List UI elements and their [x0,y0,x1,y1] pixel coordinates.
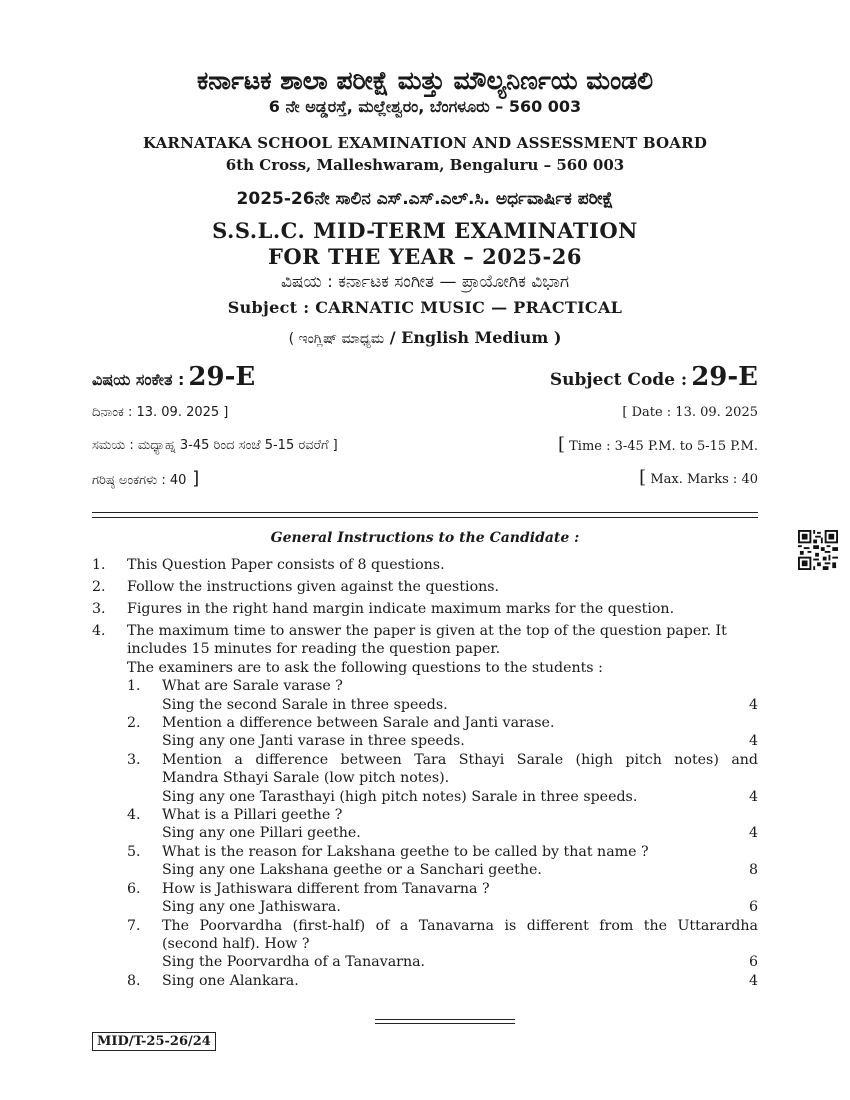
instruction-item [92,578,758,596]
question-task [162,696,758,714]
question-marks: 4 [748,972,758,989]
question-marks: 4 [748,788,758,805]
question-item [127,880,758,917]
instruction-text: Follow the instructions given against the questions. [127,579,500,595]
question-task-text: Sing the Poorvardha of a Tanavarna. [162,954,426,971]
question-marks: 4 [748,733,758,750]
max-marks-bracket: [ [639,467,647,488]
question-task [162,788,758,806]
instruction-text: Figures in the right hand margin indicate maximum marks for the question. [127,601,675,617]
question-marks: 8 [748,862,758,879]
subject-kannada: ವಿಷಯ : ಕರ್ನಾಟಕ ಸಂಗೀತ — ಪ್ರಾಯೋಗಿಕ ವಿಭಾಗ [280,272,570,292]
instructions-list [92,556,758,990]
question-marks: 6 [748,954,758,971]
end-rule-bottom [375,1023,515,1024]
question-text: Mention a difference between Sarale and Janti varase. [162,715,555,732]
time-english [558,434,758,455]
question-item [127,972,758,990]
question-number: 6. [127,880,141,897]
instruction-item [92,622,758,659]
question-task [162,861,758,879]
question-number: 1. [127,678,141,695]
question-text: What are Sarale varase ? [162,678,343,695]
question-item [127,806,758,843]
question-task-text: Sing any one Pillari geethe. [162,825,361,842]
question-item [127,714,758,751]
board-address-kannada: 6 ನೇ ಅಡ್ಡರಸ್ತೆ, ಮಲ್ಲೇಶ್ವರಂ, ಬೆಂಗಳೂರು – 560 003 [268,97,582,116]
question-item [127,917,758,972]
max-marks-english [639,467,758,488]
question-number: 4. [127,807,141,824]
question-task-text: Sing any one Tarasthayi (high pitch notes) Sarale in three speeds. [162,788,638,805]
question-task-text: Sing any one Jathiswara. [162,899,341,916]
question-task-text: Sing any one Lakshana geethe or a Sanchari geethe. [162,862,542,879]
divider-bottom [92,517,758,518]
medium-kannada: ( ಇಂಗ್ಲಿಷ್ ಮಾಧ್ಯಮ [288,331,385,347]
question-text: How is Jathiswara different from Tanavarna ? [162,880,490,897]
board-name-english: KARNATAKA SCHOOL EXAMINATION AND ASSESSMENT BOARD [142,134,708,152]
question-marks: 4 [748,825,758,842]
time-english-text: Time : 3-45 P.M. to 5-15 P.M. [565,439,758,454]
subject-code-value-right: 29-E [691,362,758,392]
question-number: 5. [127,843,141,860]
instruction-text: This Question Paper consists of 8 questions. [127,557,445,573]
question-number: 8. [127,972,141,989]
max-marks-kannada-bracket: ] [186,468,200,489]
instruction-item [92,556,758,574]
divider-top [92,512,758,513]
instruction-text: The maximum time to answer the paper is given at the top of the question paper. It includes 15 minutes for reading the question paper. [127,623,727,658]
examiner-note: The examiners are to ask the following questions to the students : [127,659,603,676]
subject-code-kannada [92,362,255,392]
paper-code-badge: MID/T-25-26/24 [92,1032,216,1051]
max-marks-kannada-text: ಗರಿಷ್ಠ ಅಂಕಗಳು : 40 [92,473,187,488]
instruction-number: 2. [92,579,106,595]
question-task-text: Sing one Alankara. [162,972,299,989]
question-task [162,953,758,971]
instruction-number: 1. [92,557,106,573]
date-english: [ Date : 13. 09. 2025 [622,405,758,420]
question-marks: 4 [748,696,758,713]
question-text-continued: Mandra Sthayi Sarale (low pitch notes). [162,770,450,787]
medium-english: / English Medium ) [384,328,562,347]
question-text: The Poorvardha (first-half) of a Tanavarna is different from the Uttarardha [162,917,758,934]
exam-title-kannada: 2025-26ನೇ ಸಾಲಿನ ಎಸ್.ಎಸ್.ಎಲ್.ಸಿ. ಅರ್ಧವಾರ್ಷಿಕ ಪರೀಕ್ಷೆ [236,189,614,209]
end-rule-top [375,1019,515,1020]
max-marks-kannada [92,468,199,489]
question-task [162,824,758,842]
board-name-kannada: ಕರ್ನಾಟಕ ಶಾಲಾ ಪರೀಕ್ಷೆ ಮತ್ತು ಮೌಲ್ಯನಿರ್ಣಯ ಮಂಡಲಿ [197,66,653,95]
time-bracket: [ [557,434,565,455]
instruction-number: 3. [92,601,106,617]
board-address-english: 6th Cross, Malleshwaram, Bengaluru – 560 003 [225,156,625,174]
question-text: What is a Pillari geethe ? [162,807,343,824]
instruction-number: 4. [92,623,106,639]
instructions-title: General Instructions to the Candidate : [270,530,580,546]
subject-code-value-left: 29-E [188,362,256,392]
subject-code-label-kannada: ವಿಷಯ ಸಂಕೇತ : [92,370,185,389]
subject-code-english [550,362,758,392]
question-item [127,677,758,714]
question-number: 3. [127,751,141,768]
date-kannada: ದಿನಾಂಕ : 13. 09. 2025 ] [92,405,229,420]
question-text: Mention a difference between Tara Sthayi Sarale (high pitch notes) and [162,751,758,768]
subject-english: Subject : CARNATIC MUSIC — PRACTICAL [227,298,623,317]
time-kannada: ಸಮಯ : ಮಧ್ಯಾಹ್ನ 3-45 ರಿಂದ ಸಂಜೆ 5-15 ರವರೆಗೆ ] [92,438,338,453]
question-number: 7. [127,917,141,934]
question-text: What is the reason for Lakshana geethe to be called by that name ? [162,843,649,860]
question-item [127,751,758,806]
question-task [162,972,758,990]
medium-line [0,328,850,347]
max-marks-english-text: Max. Marks : 40 [646,472,758,487]
question-number: 2. [127,715,141,732]
question-text-continued: (second half). How ? [162,935,310,952]
exam-title-english: S.S.L.C. MID-TERM EXAMINATION [212,218,638,243]
question-task [162,898,758,916]
question-task-text: Sing the second Sarale in three speeds. [162,696,448,713]
question-item [127,843,758,880]
question-task-text: Sing any one Janti varase in three speeds. [162,733,465,750]
question-marks: 6 [748,899,758,916]
subject-code-label-english: Subject Code : [549,370,688,390]
instruction-item [92,600,758,618]
exam-year-english: FOR THE YEAR – 2025-26 [267,244,582,269]
question-task [162,732,758,750]
